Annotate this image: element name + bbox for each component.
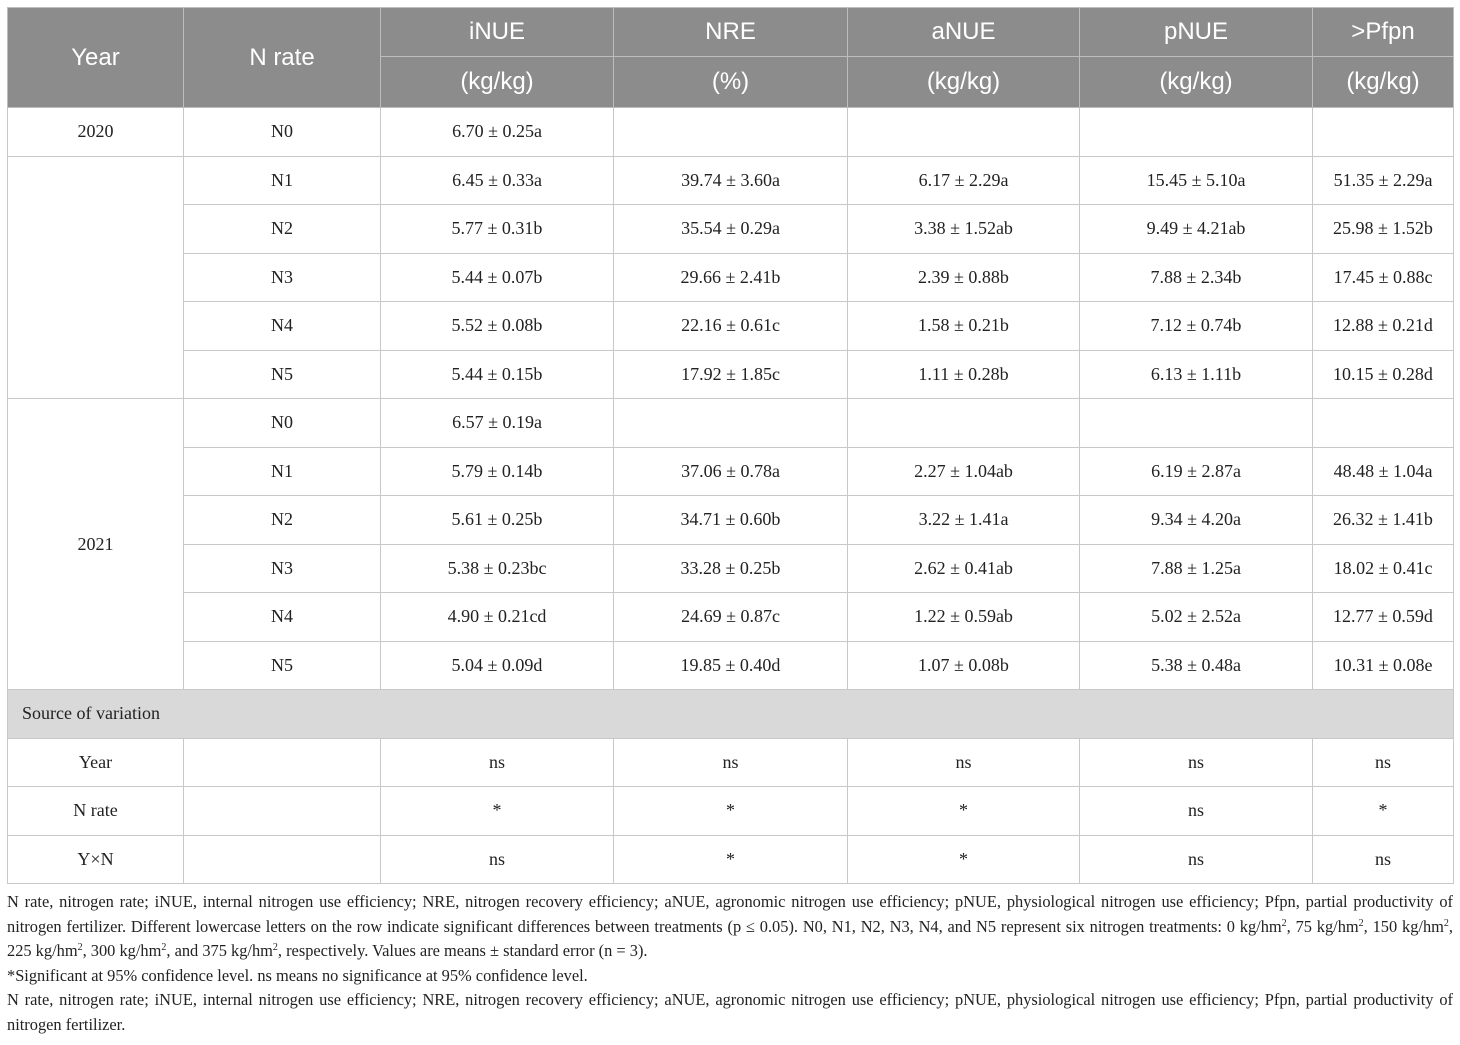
footnote-separator: , bbox=[82, 941, 91, 960]
header-anue: aNUE bbox=[848, 8, 1080, 57]
source-label-cell: Year bbox=[8, 738, 184, 787]
table-row bbox=[8, 835, 1454, 884]
table-row bbox=[8, 399, 1454, 448]
value-cell: 1.58 ± 0.21b bbox=[848, 302, 1080, 351]
value-cell: 17.45 ± 0.88c bbox=[1313, 253, 1454, 302]
value-cell: 5.52 ± 0.08b bbox=[381, 302, 614, 351]
table-row bbox=[8, 593, 1454, 642]
n-rate-cell: N2 bbox=[184, 496, 381, 545]
significance-cell: ns bbox=[848, 738, 1080, 787]
year-cell: 2020 bbox=[8, 108, 184, 157]
n-rate-cell: N0 bbox=[184, 399, 381, 448]
value-cell: 35.54 ± 0.29a bbox=[614, 205, 848, 254]
table-row bbox=[8, 447, 1454, 496]
value-cell bbox=[614, 108, 848, 157]
value-cell: 34.71 ± 0.60b bbox=[614, 496, 848, 545]
value-cell: 3.38 ± 1.52ab bbox=[848, 205, 1080, 254]
value-cell: 5.77 ± 0.31b bbox=[381, 205, 614, 254]
footnote-rate: 300 kg/hm bbox=[90, 941, 162, 960]
footnote-separator: , bbox=[1363, 916, 1373, 936]
significance-cell: * bbox=[381, 787, 614, 836]
n-rate-cell: N4 bbox=[184, 302, 381, 351]
value-cell: 6.70 ± 0.25a bbox=[381, 108, 614, 157]
source-of-variation-row bbox=[8, 690, 1454, 739]
value-cell: 9.34 ± 4.20a bbox=[1080, 496, 1313, 545]
n-rate-cell: N1 bbox=[184, 156, 381, 205]
value-cell: 1.22 ± 0.59ab bbox=[848, 593, 1080, 642]
table-row bbox=[8, 108, 1454, 157]
header-unit-anue: (kg/kg) bbox=[848, 57, 1080, 108]
significance-cell: ns bbox=[1313, 738, 1454, 787]
value-cell: 3.22 ± 1.41a bbox=[848, 496, 1080, 545]
header-unit-pfpn: (kg/kg) bbox=[1313, 57, 1454, 108]
footnote-rate: 0 kg/hm bbox=[1226, 916, 1282, 936]
significance-cell: ns bbox=[614, 738, 848, 787]
year-cell-empty bbox=[8, 156, 184, 399]
table-row bbox=[8, 156, 1454, 205]
value-cell: 39.74 ± 3.60a bbox=[614, 156, 848, 205]
value-cell: 2.27 ± 1.04ab bbox=[848, 447, 1080, 496]
value-cell: 7.12 ± 0.74b bbox=[1080, 302, 1313, 351]
header-row-names bbox=[8, 8, 1454, 57]
table-row bbox=[8, 205, 1454, 254]
source-of-variation-title: Source of variation bbox=[8, 690, 1454, 739]
source-label-cell: N rate bbox=[8, 787, 184, 836]
value-cell: 17.92 ± 1.85c bbox=[614, 350, 848, 399]
value-cell: 5.79 ± 0.14b bbox=[381, 447, 614, 496]
footnote-rate: 375 kg/hm bbox=[202, 941, 273, 960]
table-footnotes bbox=[7, 890, 1453, 1037]
significance-cell: * bbox=[848, 787, 1080, 836]
header-unit-nre: (%) bbox=[614, 57, 848, 108]
footnote-exponent: 2 bbox=[1281, 917, 1287, 929]
value-cell: 18.02 ± 0.41c bbox=[1313, 544, 1454, 593]
table-row bbox=[8, 253, 1454, 302]
value-cell: 2.62 ± 0.41ab bbox=[848, 544, 1080, 593]
footnote-significance: *Significant at 95% confidence level. ns means no significance at 95% confidence level. bbox=[7, 965, 588, 985]
footnote-exponent: 2 bbox=[272, 942, 278, 953]
footnote-rate: 75 kg/hm bbox=[1295, 916, 1359, 936]
footnote-and: and bbox=[174, 941, 203, 960]
value-cell: 6.13 ± 1.11b bbox=[1080, 350, 1313, 399]
table-row bbox=[8, 787, 1454, 836]
footnote-exponent: 2 bbox=[1358, 917, 1364, 929]
value-cell bbox=[1080, 108, 1313, 157]
footnote-exponent: 2 bbox=[1443, 917, 1449, 929]
header-nre: NRE bbox=[614, 8, 848, 57]
table-row bbox=[8, 738, 1454, 787]
value-cell: 26.32 ± 1.41b bbox=[1313, 496, 1454, 545]
value-cell: 6.19 ± 2.87a bbox=[1080, 447, 1313, 496]
n-rate-cell: N0 bbox=[184, 108, 381, 157]
value-cell: 19.85 ± 0.40d bbox=[614, 641, 848, 690]
footnote-abbreviations-repeat: N rate, nitrogen rate; iNUE, internal nitrogen use efficiency; NRE, nitrogen recovery efficiency; aNUE, agronomic nitrogen use efficiency; pNUE, physiological nitrogen use efficiency; Pfpn, partial productivity of nitrogen fertilizer. bbox=[7, 990, 1453, 1034]
significance-cell: * bbox=[1313, 787, 1454, 836]
significance-cell: ns bbox=[1080, 835, 1313, 884]
value-cell: 1.07 ± 0.08b bbox=[848, 641, 1080, 690]
value-cell: 5.04 ± 0.09d bbox=[381, 641, 614, 690]
value-cell: 1.11 ± 0.28b bbox=[848, 350, 1080, 399]
footnote-rate: 225 kg/hm bbox=[7, 941, 78, 960]
significance-cell: ns bbox=[381, 738, 614, 787]
footnote-abbrev-text: N rate, nitrogen rate; iNUE, internal nitrogen use efficiency; NRE, nitrogen recovery efficiency; aNUE, agronomic nitrogen use efficiency; pNUE, physiological nitrogen use efficiency; Pfpn, partial productivity of nitrogen fertilizer. Different lowercase letters on the row indicate significant differences between treatments (p ≤ 0.05). N0, N1, N2, N3, N4, and N5 represent six nitrogen treatments: bbox=[7, 892, 1453, 936]
nitrogen-efficiency-table bbox=[7, 7, 1454, 884]
value-cell bbox=[614, 399, 848, 448]
n-rate-cell: N5 bbox=[184, 350, 381, 399]
footnote-abbreviations bbox=[7, 890, 1453, 964]
value-cell: 7.88 ± 1.25a bbox=[1080, 544, 1313, 593]
value-cell: 37.06 ± 0.78a bbox=[614, 447, 848, 496]
table-container bbox=[7, 7, 1453, 1037]
table-row bbox=[8, 302, 1454, 351]
value-cell bbox=[1313, 108, 1454, 157]
table-row bbox=[8, 496, 1454, 545]
empty-cell bbox=[184, 787, 381, 836]
footnote-separator: , bbox=[1286, 916, 1296, 936]
header-pfpn: >Pfpn bbox=[1313, 8, 1454, 57]
value-cell: 51.35 ± 2.29a bbox=[1313, 156, 1454, 205]
header-inue: iNUE bbox=[381, 8, 614, 57]
value-cell bbox=[848, 399, 1080, 448]
value-cell: 5.44 ± 0.07b bbox=[381, 253, 614, 302]
table-row bbox=[8, 544, 1454, 593]
header-unit-pnue: (kg/kg) bbox=[1080, 57, 1313, 108]
n-rate-cell: N2 bbox=[184, 205, 381, 254]
value-cell: 5.44 ± 0.15b bbox=[381, 350, 614, 399]
significance-cell: * bbox=[614, 835, 848, 884]
value-cell: 10.15 ± 0.28d bbox=[1313, 350, 1454, 399]
significance-cell: ns bbox=[1080, 787, 1313, 836]
value-cell: 15.45 ± 5.10a bbox=[1080, 156, 1313, 205]
value-cell: 9.49 ± 4.21ab bbox=[1080, 205, 1313, 254]
value-cell bbox=[1313, 399, 1454, 448]
table-row bbox=[8, 350, 1454, 399]
footnote-exponent: 2 bbox=[77, 942, 83, 953]
footnote-exponent: 2 bbox=[161, 942, 167, 953]
value-cell: 5.38 ± 0.48a bbox=[1080, 641, 1313, 690]
empty-cell bbox=[184, 835, 381, 884]
header-unit-inue: (kg/kg) bbox=[381, 57, 614, 108]
value-cell: 7.88 ± 2.34b bbox=[1080, 253, 1313, 302]
significance-cell: ns bbox=[1313, 835, 1454, 884]
value-cell: 2.39 ± 0.88b bbox=[848, 253, 1080, 302]
empty-cell bbox=[184, 738, 381, 787]
value-cell: 12.88 ± 0.21d bbox=[1313, 302, 1454, 351]
n-rate-cell: N3 bbox=[184, 544, 381, 593]
source-label-cell: Y×N bbox=[8, 835, 184, 884]
header-n-rate: N rate bbox=[184, 8, 381, 108]
table-row bbox=[8, 641, 1454, 690]
value-cell: 48.48 ± 1.04a bbox=[1313, 447, 1454, 496]
value-cell: 5.38 ± 0.23bc bbox=[381, 544, 614, 593]
significance-cell: ns bbox=[381, 835, 614, 884]
header-year: Year bbox=[8, 8, 184, 108]
footnote-separator: , bbox=[166, 941, 175, 960]
value-cell: 4.90 ± 0.21cd bbox=[381, 593, 614, 642]
value-cell: 29.66 ± 2.41b bbox=[614, 253, 848, 302]
footnote-rate: 150 kg/hm bbox=[1372, 916, 1444, 936]
footnote-separator: , bbox=[1448, 916, 1453, 936]
table-header bbox=[8, 8, 1454, 108]
table-body bbox=[8, 108, 1454, 884]
n-rate-cell: N4 bbox=[184, 593, 381, 642]
year-cell: 2021 bbox=[8, 399, 184, 690]
value-cell: 6.45 ± 0.33a bbox=[381, 156, 614, 205]
n-rate-cell: N5 bbox=[184, 641, 381, 690]
footnote-tail: , respectively. Values are means ± standard error (n = 3). bbox=[277, 941, 648, 960]
value-cell: 10.31 ± 0.08e bbox=[1313, 641, 1454, 690]
value-cell: 6.57 ± 0.19a bbox=[381, 399, 614, 448]
header-pnue: pNUE bbox=[1080, 8, 1313, 57]
value-cell bbox=[1080, 399, 1313, 448]
value-cell: 5.02 ± 2.52a bbox=[1080, 593, 1313, 642]
value-cell: 25.98 ± 1.52b bbox=[1313, 205, 1454, 254]
value-cell: 6.17 ± 2.29a bbox=[848, 156, 1080, 205]
significance-cell: * bbox=[614, 787, 848, 836]
significance-cell: * bbox=[848, 835, 1080, 884]
value-cell bbox=[848, 108, 1080, 157]
value-cell: 24.69 ± 0.87c bbox=[614, 593, 848, 642]
value-cell: 12.77 ± 0.59d bbox=[1313, 593, 1454, 642]
value-cell: 5.61 ± 0.25b bbox=[381, 496, 614, 545]
n-rate-cell: N3 bbox=[184, 253, 381, 302]
n-rate-cell: N1 bbox=[184, 447, 381, 496]
value-cell: 22.16 ± 0.61c bbox=[614, 302, 848, 351]
significance-cell: ns bbox=[1080, 738, 1313, 787]
value-cell: 33.28 ± 0.25b bbox=[614, 544, 848, 593]
